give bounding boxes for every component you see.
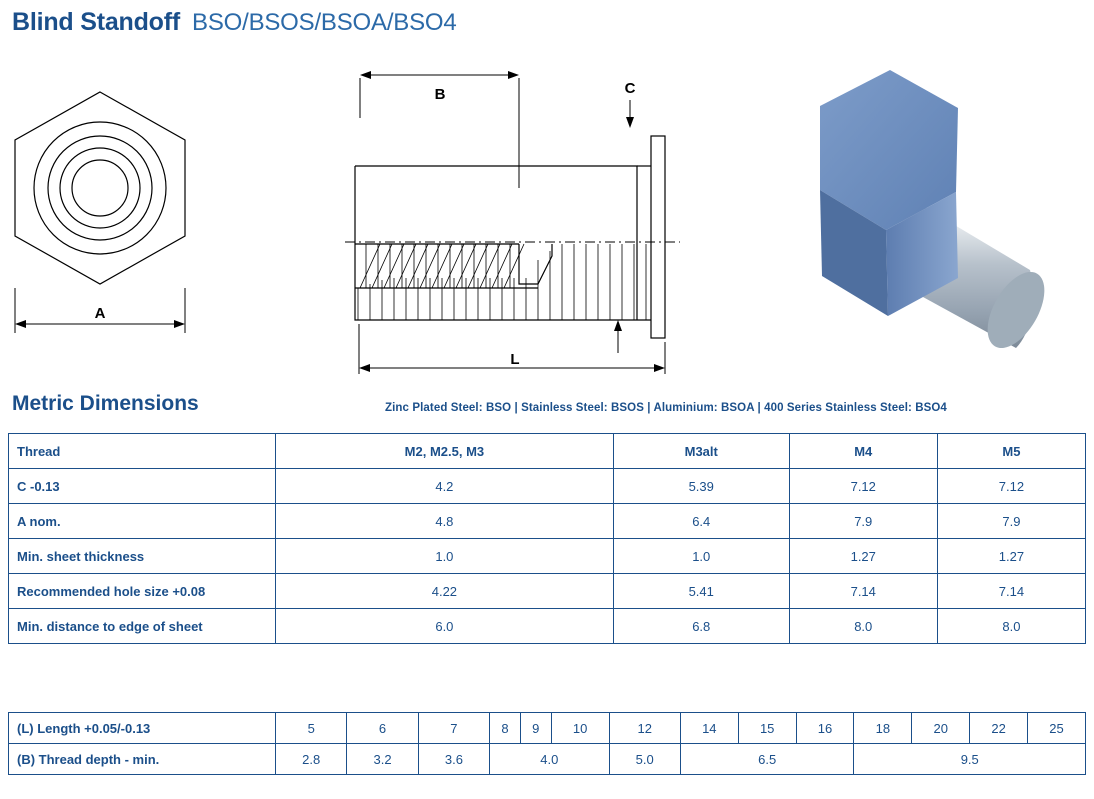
length-cell: 18: [854, 713, 912, 744]
length-cell: 7: [418, 713, 489, 744]
length-cell: 5: [276, 713, 347, 744]
cell-value: 4.2: [276, 469, 614, 504]
row-label-c: C -0.13: [9, 469, 276, 504]
length-cell: 16: [796, 713, 854, 744]
table-row: [9, 504, 1086, 539]
depth-cell: 4.0: [490, 744, 609, 775]
page-title: [12, 8, 457, 37]
row-label-a-nom: A nom.: [9, 504, 276, 539]
length-row: [9, 713, 1086, 744]
main-table-body: [9, 434, 1086, 644]
metric-dimensions-heading: Metric Dimensions: [12, 392, 199, 415]
cell-value: 7.9: [789, 504, 937, 539]
length-cell: 9: [520, 713, 551, 744]
header-m5: M5: [937, 434, 1085, 469]
length-row-label: (L) Length +0.05/-0.13: [9, 713, 276, 744]
cell-value: 7.12: [937, 469, 1085, 504]
length-table-body: [9, 713, 1086, 775]
cell-value: 7.12: [789, 469, 937, 504]
depth-cell: 9.5: [854, 744, 1086, 775]
cell-value: 6.4: [613, 504, 789, 539]
depth-cell: 5.0: [609, 744, 680, 775]
table-row: [9, 539, 1086, 574]
length-cell: 6: [347, 713, 418, 744]
length-cell: 22: [970, 713, 1028, 744]
cell-value: 4.8: [276, 504, 614, 539]
length-cell: 20: [912, 713, 970, 744]
row-label-edge-distance: Min. distance to edge of sheet: [9, 609, 276, 644]
cell-value: 1.27: [937, 539, 1085, 574]
section-side-view: [345, 71, 680, 374]
3d-render-image: [820, 70, 1056, 357]
title-main: Blind Standoff: [12, 8, 181, 36]
cell-value: 1.0: [276, 539, 614, 574]
row-label-hole-size: Recommended hole size +0.08: [9, 574, 276, 609]
cell-value: 7.14: [789, 574, 937, 609]
length-cell: 25: [1028, 713, 1086, 744]
length-cell: 15: [738, 713, 796, 744]
table-header-row: [9, 434, 1086, 469]
depth-row-label: (B) Thread depth - min.: [9, 744, 276, 775]
cell-value: 5.39: [613, 469, 789, 504]
cell-value: 7.14: [937, 574, 1085, 609]
svg-text:C: C: [624, 80, 636, 97]
length-cell: 8: [490, 713, 521, 744]
svg-text:L: L: [510, 351, 520, 368]
length-depth-table: [8, 712, 1086, 775]
length-cell: 10: [551, 713, 609, 744]
cell-value: 8.0: [937, 609, 1085, 644]
cell-value: 5.41: [613, 574, 789, 609]
depth-cell: 6.5: [680, 744, 854, 775]
drawing-svg: [0, 48, 1094, 378]
svg-text:B: B: [434, 86, 446, 103]
header-m3alt: M3alt: [613, 434, 789, 469]
table-row: [9, 609, 1086, 644]
length-cell: 14: [680, 713, 738, 744]
length-cell: 12: [609, 713, 680, 744]
cell-value: 1.0: [613, 539, 789, 574]
depth-row: [9, 744, 1086, 775]
depth-cell: 3.2: [347, 744, 418, 775]
depth-cell: 2.8: [276, 744, 347, 775]
cell-value: 6.0: [276, 609, 614, 644]
cell-value: 6.8: [613, 609, 789, 644]
metric-dimensions-table: [8, 433, 1086, 644]
title-subtitle: BSO/BSOS/BSOA/BSO4: [192, 9, 457, 36]
cell-value: 4.22: [276, 574, 614, 609]
cell-value: 1.27: [789, 539, 937, 574]
svg-text:A: A: [94, 305, 106, 322]
table-row: [9, 469, 1086, 504]
technical-drawings: [0, 48, 1094, 378]
cell-value: 8.0: [789, 609, 937, 644]
materials-note: Zinc Plated Steel: BSO | Stainless Steel: BSOS | Aluminium: BSOA | 400 Series Stainless Steel: BSO4: [385, 402, 947, 414]
row-label-min-sheet: Min. sheet thickness: [9, 539, 276, 574]
header-m4: M4: [789, 434, 937, 469]
table-row: [9, 574, 1086, 609]
header-thread: Thread: [9, 434, 276, 469]
depth-cell: 3.6: [418, 744, 489, 775]
header-m2: M2, M2.5, M3: [276, 434, 614, 469]
cell-value: 7.9: [937, 504, 1085, 539]
hexagon-front-view: [15, 92, 185, 333]
